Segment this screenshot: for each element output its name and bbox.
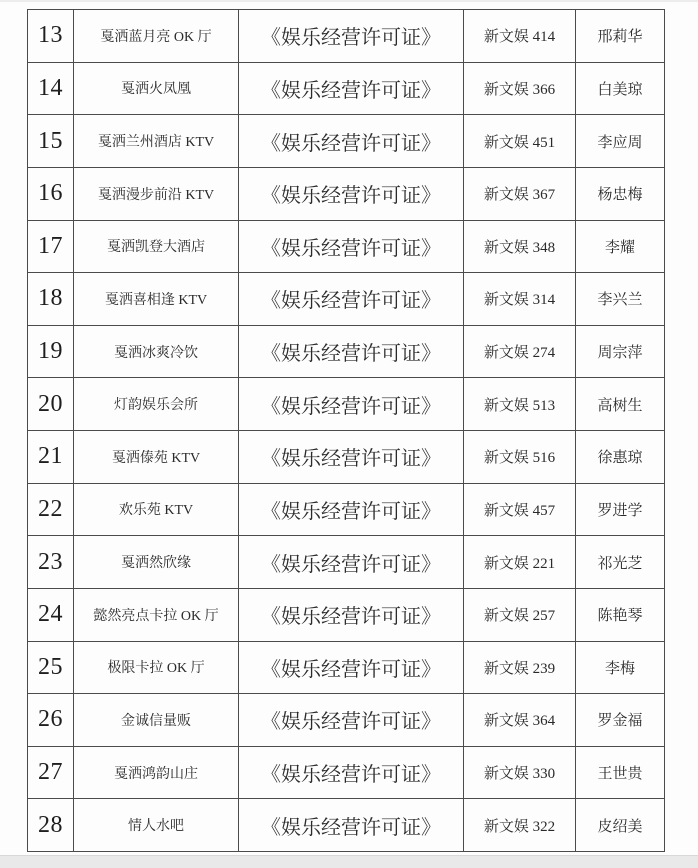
serial-cell: 22 <box>28 483 74 536</box>
venue-name-cell: 戛洒漫步前沿 KTV <box>74 167 239 220</box>
license-table <box>27 9 665 852</box>
venue-name-cell: 戛洒喜相逢 KTV <box>74 273 239 326</box>
holder-name-cell: 罗金福 <box>576 694 665 747</box>
license-type-cell: 《娱乐经营许可证》 <box>239 588 464 641</box>
license-number-cell: 新文娱 239 <box>464 641 576 694</box>
holder-name-cell: 李耀 <box>576 220 665 273</box>
serial-cell: 26 <box>28 694 74 747</box>
table-row <box>28 115 665 168</box>
venue-name-cell: 灯韵娱乐会所 <box>74 378 239 431</box>
license-table-body <box>28 10 665 852</box>
license-type-cell: 《娱乐经营许可证》 <box>239 746 464 799</box>
license-type-cell: 《娱乐经营许可证》 <box>239 325 464 378</box>
venue-name-cell: 欢乐苑 KTV <box>74 483 239 536</box>
holder-name-cell: 高树生 <box>576 378 665 431</box>
license-number-cell: 新文娱 366 <box>464 62 576 115</box>
license-number-cell: 新文娱 322 <box>464 799 576 852</box>
table-row <box>28 220 665 273</box>
holder-name-cell: 王世贵 <box>576 746 665 799</box>
license-type-cell: 《娱乐经营许可证》 <box>239 115 464 168</box>
serial-cell: 15 <box>28 115 74 168</box>
page-bottom-strip <box>0 855 698 868</box>
venue-name-cell: 懿然亮点卡拉 OK 厅 <box>74 588 239 641</box>
license-type-cell: 《娱乐经营许可证》 <box>239 10 464 63</box>
table-row <box>28 799 665 852</box>
holder-name-cell: 皮绍美 <box>576 799 665 852</box>
license-number-cell: 新文娱 330 <box>464 746 576 799</box>
venue-name-cell: 戛洒鸿韵山庄 <box>74 746 239 799</box>
license-type-cell: 《娱乐经营许可证》 <box>239 220 464 273</box>
holder-name-cell: 罗进学 <box>576 483 665 536</box>
license-type-cell: 《娱乐经营许可证》 <box>239 431 464 484</box>
table-row <box>28 746 665 799</box>
holder-name-cell: 祁光芝 <box>576 536 665 589</box>
license-type-cell: 《娱乐经营许可证》 <box>239 799 464 852</box>
table-row <box>28 641 665 694</box>
table-row <box>28 10 665 63</box>
serial-cell: 14 <box>28 62 74 115</box>
license-number-cell: 新文娱 314 <box>464 273 576 326</box>
venue-name-cell: 金诚信量贩 <box>74 694 239 747</box>
serial-cell: 18 <box>28 273 74 326</box>
serial-cell: 20 <box>28 378 74 431</box>
holder-name-cell: 李应周 <box>576 115 665 168</box>
license-type-cell: 《娱乐经营许可证》 <box>239 273 464 326</box>
license-type-cell: 《娱乐经营许可证》 <box>239 62 464 115</box>
license-type-cell: 《娱乐经营许可证》 <box>239 167 464 220</box>
table-row <box>28 273 665 326</box>
license-number-cell: 新文娱 516 <box>464 431 576 484</box>
venue-name-cell: 戛洒蓝月亮 OK 厅 <box>74 10 239 63</box>
serial-cell: 17 <box>28 220 74 273</box>
table-row <box>28 378 665 431</box>
license-number-cell: 新文娱 364 <box>464 694 576 747</box>
license-number-cell: 新文娱 348 <box>464 220 576 273</box>
license-number-cell: 新文娱 221 <box>464 536 576 589</box>
serial-cell: 13 <box>28 10 74 63</box>
license-type-cell: 《娱乐经营许可证》 <box>239 536 464 589</box>
serial-cell: 25 <box>28 641 74 694</box>
holder-name-cell: 邢莉华 <box>576 10 665 63</box>
serial-cell: 16 <box>28 167 74 220</box>
holder-name-cell: 陈艳琴 <box>576 588 665 641</box>
serial-cell: 28 <box>28 799 74 852</box>
table-row <box>28 167 665 220</box>
holder-name-cell: 杨忠梅 <box>576 167 665 220</box>
holder-name-cell: 周宗萍 <box>576 325 665 378</box>
license-type-cell: 《娱乐经营许可证》 <box>239 483 464 536</box>
serial-cell: 21 <box>28 431 74 484</box>
holder-name-cell: 徐惠琼 <box>576 431 665 484</box>
venue-name-cell: 戛洒火凤凰 <box>74 62 239 115</box>
venue-name-cell: 情人水吧 <box>74 799 239 852</box>
holder-name-cell: 李兴兰 <box>576 273 665 326</box>
table-row <box>28 62 665 115</box>
serial-cell: 24 <box>28 588 74 641</box>
license-type-cell: 《娱乐经营许可证》 <box>239 641 464 694</box>
table-row <box>28 588 665 641</box>
table-row <box>28 536 665 589</box>
serial-cell: 23 <box>28 536 74 589</box>
venue-name-cell: 极限卡拉 OK 厅 <box>74 641 239 694</box>
table-row <box>28 431 665 484</box>
venue-name-cell: 戛洒凯登大酒店 <box>74 220 239 273</box>
serial-cell: 27 <box>28 746 74 799</box>
venue-name-cell: 戛洒傣苑 KTV <box>74 431 239 484</box>
holder-name-cell: 白美琼 <box>576 62 665 115</box>
table-row <box>28 694 665 747</box>
serial-cell: 19 <box>28 325 74 378</box>
venue-name-cell: 戛洒兰州酒店 KTV <box>74 115 239 168</box>
license-number-cell: 新文娱 451 <box>464 115 576 168</box>
license-number-cell: 新文娱 513 <box>464 378 576 431</box>
license-number-cell: 新文娱 257 <box>464 588 576 641</box>
license-number-cell: 新文娱 414 <box>464 10 576 63</box>
license-number-cell: 新文娱 457 <box>464 483 576 536</box>
venue-name-cell: 戛洒然欣缘 <box>74 536 239 589</box>
license-number-cell: 新文娱 367 <box>464 167 576 220</box>
page-top-edge <box>0 0 698 2</box>
license-type-cell: 《娱乐经营许可证》 <box>239 378 464 431</box>
table-row <box>28 483 665 536</box>
license-number-cell: 新文娱 274 <box>464 325 576 378</box>
holder-name-cell: 李梅 <box>576 641 665 694</box>
table-row <box>28 325 665 378</box>
venue-name-cell: 戛洒冰爽冷饮 <box>74 325 239 378</box>
license-type-cell: 《娱乐经营许可证》 <box>239 694 464 747</box>
